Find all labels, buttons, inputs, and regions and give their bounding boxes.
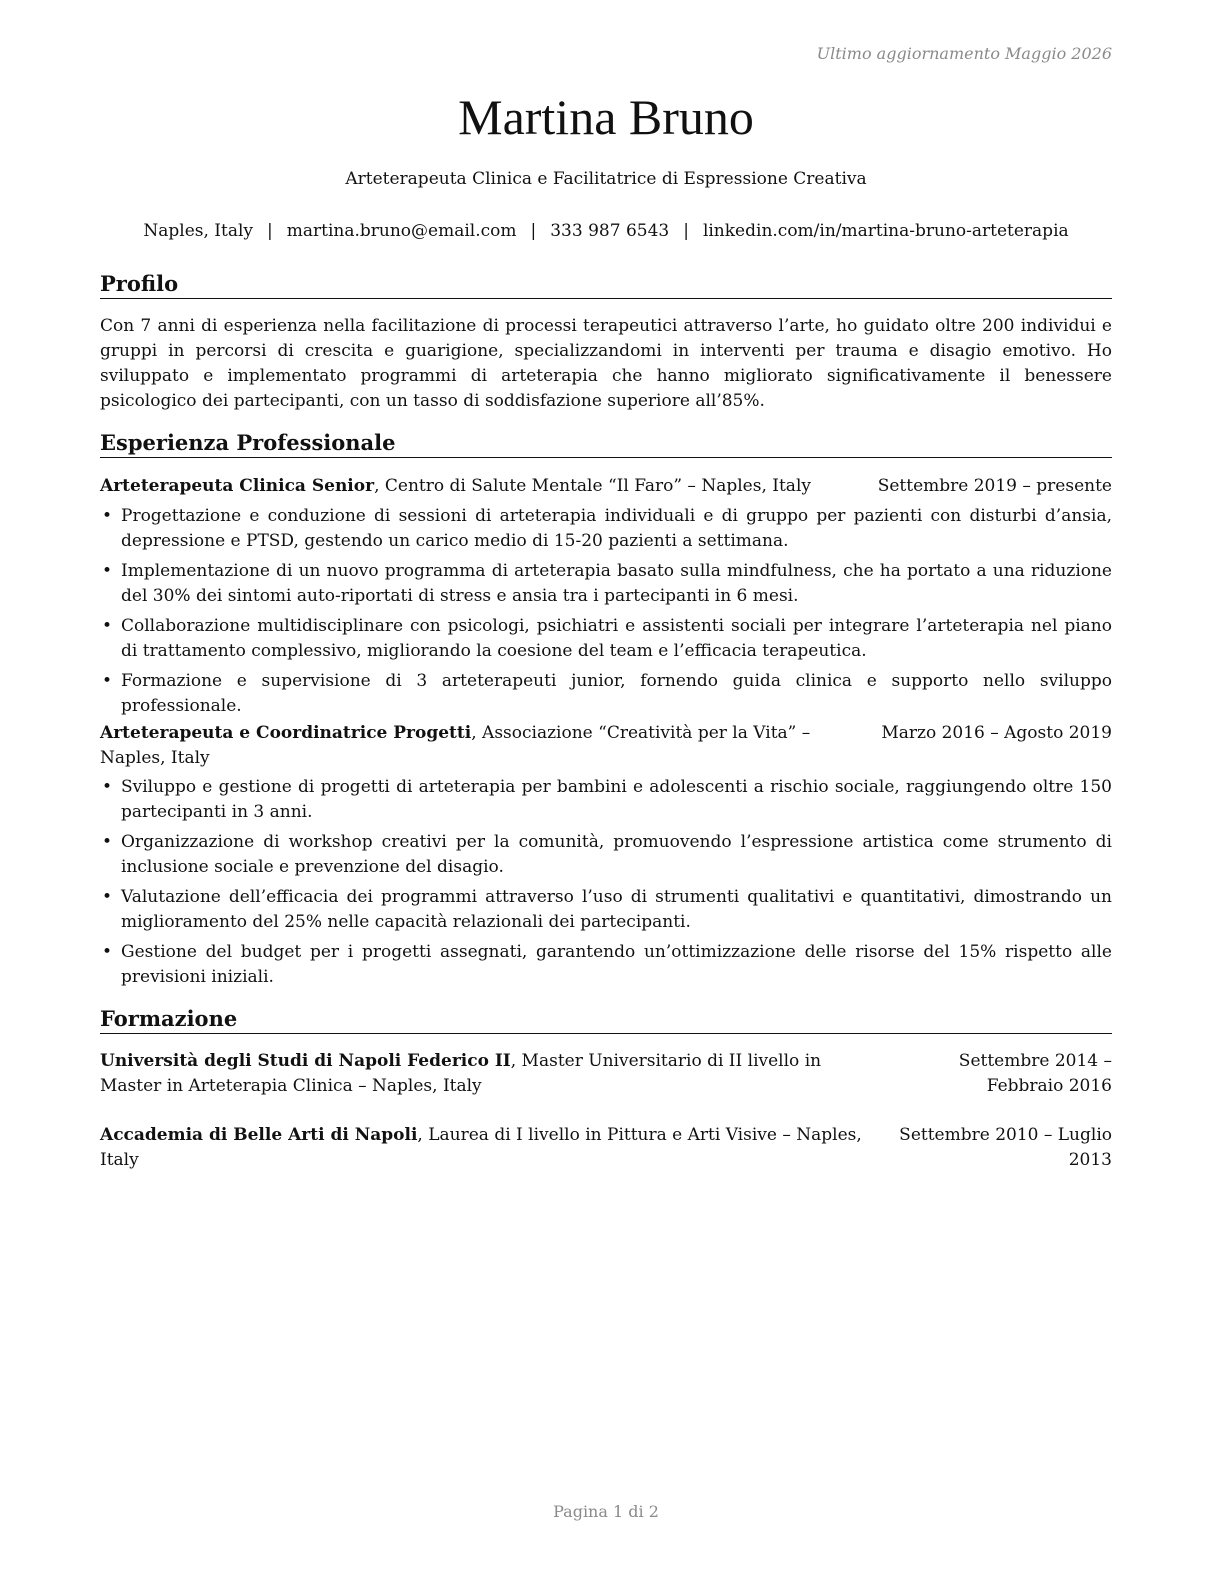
list-item xyxy=(100,669,1112,719)
experience-role: Arteterapeuta e Coordinatrice Progetti xyxy=(100,723,472,743)
contact-phone: 333 987 6543 xyxy=(550,221,670,241)
contact-location: Naples, Italy xyxy=(143,221,254,241)
experience-organization: , Associazione “Creatività per la Vita” – Naples, Italy xyxy=(100,723,811,768)
education-degree: , Master Universitario di II livello in Master in Arteterapia Clinica – Naples, Italy xyxy=(100,1051,822,1096)
section-title-experience: Esperienza Professionale xyxy=(100,429,1112,458)
experience-bullets xyxy=(100,504,1112,724)
page-number: Pagina 1 di 2 xyxy=(553,1502,659,1521)
experience-date: Marzo 2016 – Agosto 2019 xyxy=(881,721,1112,746)
bullet-text: Formazione e supervisione di 3 arteterapeuti junior, fornendo guida clinica e supporto nello sviluppo professionale. xyxy=(121,671,1112,716)
bullet-text: Implementazione di un nuovo programma di arteterapia basato sulla mindfulness, che ha portato a una riduzione del 30% dei sintomi auto-riportati di stress e ansia tra i partecipanti in 6 mesi. xyxy=(121,561,1112,606)
list-item xyxy=(100,614,1112,664)
education-entry xyxy=(100,1049,1112,1099)
bullet-icon: • xyxy=(102,832,113,852)
contact-separator: | xyxy=(267,221,273,241)
bullet-text: Organizzazione di workshop creativi per la comunità, promuovendo l’espressione artistica come strumento di inclusione sociale e prevenzione del disagio. xyxy=(121,832,1112,877)
last-updated-note: Ultimo aggiornamento Maggio 2026 xyxy=(816,44,1112,63)
experience-bullets xyxy=(100,775,1112,995)
education-date: Settembre 2014 – Febbraio 2016 xyxy=(882,1049,1112,1099)
list-item xyxy=(100,830,1112,880)
experience-organization: , Centro di Salute Mentale “Il Faro” – Naples, Italy xyxy=(374,476,811,496)
bullet-text: Sviluppo e gestione di progetti di arteterapia per bambini e adolescenti a rischio sociale, raggiungendo oltre 150 partecipanti in 3 anni. xyxy=(121,777,1112,822)
contact-email[interactable]: martina.bruno@email.com xyxy=(286,221,517,241)
contact-line xyxy=(100,218,1112,244)
contact-linkedin[interactable]: linkedin.com/in/martina-bruno-arteterapia xyxy=(702,221,1069,241)
bullet-icon: • xyxy=(102,887,113,907)
candidate-name: Martina Bruno xyxy=(458,89,754,145)
candidate-headline: Arteterapeuta Clinica e Facilitatrice di Espressione Creativa xyxy=(345,169,867,189)
section-title-profile: Profilo xyxy=(100,270,1112,299)
education-entry xyxy=(100,1123,1112,1173)
bullet-text: Valutazione dell’efficacia dei programmi attraverso l’uso di strumenti qualitativi e quantitativi, dimostrando un miglioramento del 25% nelle capacità relazionali dei partecipanti. xyxy=(121,887,1112,932)
list-item xyxy=(100,940,1112,990)
education-degree: , Laurea di I livello in Pittura e Arti Visive – Naples, Italy xyxy=(100,1125,862,1170)
list-item xyxy=(100,775,1112,825)
section-title-education: Formazione xyxy=(100,1005,1112,1034)
list-item xyxy=(100,559,1112,609)
profile-text: Con 7 anni di esperienza nella facilitazione di processi terapeutici attraverso l’arte, ho guidato oltre 200 individui e gruppi in percorsi di crescita e guarigione, specializzandomi in interventi per trauma e disagio emotivo. Ho sviluppato e implementato programmi di arteterapia che hanno migliorato significativamente il benessere psicologico dei partecipanti, con un tasso di soddisfazione superiore all’85%. xyxy=(100,316,1112,411)
experience-entry-header xyxy=(100,474,1112,499)
bullet-icon: • xyxy=(102,561,113,581)
bullet-text: Progettazione e conduzione di sessioni di arteterapia individuali e di gruppo per pazienti con disturbi d’ansia, depressione e PTSD, gestendo un carico medio di 15-20 pazienti a settimana. xyxy=(121,506,1112,551)
bullet-icon: • xyxy=(102,942,113,962)
experience-date: Settembre 2019 – presente xyxy=(878,474,1112,499)
resume-page xyxy=(100,0,1112,1584)
bullet-icon: • xyxy=(102,777,113,797)
bullet-text: Collaborazione multidisciplinare con psicologi, psichiatri e assistenti sociali per integrare l’arteterapia nel piano di trattamento complessivo, migliorando la coesione del team e l’efficacia terapeutica. xyxy=(121,616,1112,661)
education-school: Università degli Studi di Napoli Federico II xyxy=(100,1051,511,1071)
education-school: Accademia di Belle Arti di Napoli xyxy=(100,1125,418,1145)
bullet-text: Gestione del budget per i progetti assegnati, garantendo un’ottimizzazione delle risorse del 15% rispetto alle previsioni iniziali. xyxy=(121,942,1112,987)
bullet-icon: • xyxy=(102,616,113,636)
experience-role: Arteterapeuta Clinica Senior xyxy=(100,476,375,496)
experience-entry-header xyxy=(100,721,1112,771)
contact-separator: | xyxy=(683,221,689,241)
bullet-icon: • xyxy=(102,506,113,526)
contact-separator: | xyxy=(530,221,537,241)
list-item xyxy=(100,885,1112,935)
list-item xyxy=(100,504,1112,554)
education-date: Settembre 2010 – Luglio 2013 xyxy=(882,1123,1112,1173)
bullet-icon: • xyxy=(102,671,113,691)
